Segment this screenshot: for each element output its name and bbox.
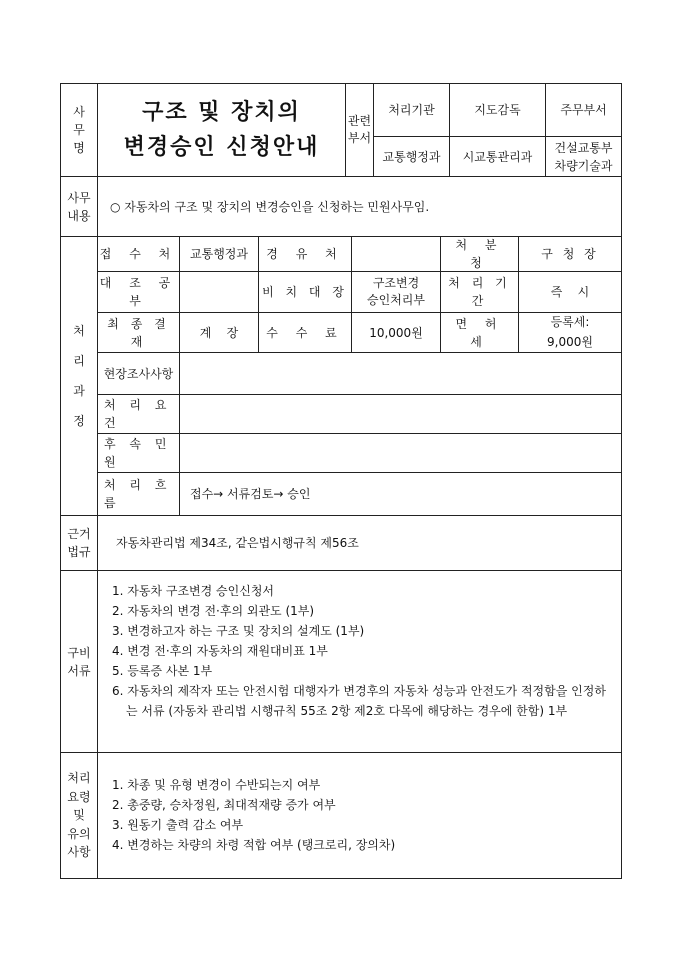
cell-period-value: 즉 시 bbox=[518, 271, 622, 313]
val-processing-agency: 교통행정과 bbox=[373, 136, 450, 177]
cell-approval-value: 계 장 bbox=[179, 312, 259, 353]
document-item: 3. 변경하고자 하는 구조 및 장치의 설계도 (1부) bbox=[112, 624, 365, 638]
site-inspection-label: 현장조사사항 bbox=[97, 352, 180, 395]
site-inspection-value bbox=[179, 352, 622, 395]
cell-license-tax-value: 등록세: 9,000원 bbox=[518, 312, 622, 353]
notes-label: 처리 요령 및 유의 사항 bbox=[60, 752, 98, 879]
documents-label: 구비 서류 bbox=[60, 570, 98, 753]
cell-fee-value: 10,000원 bbox=[351, 312, 441, 353]
cell-reception-label: 접 수 처 bbox=[97, 236, 180, 272]
document-item: 2. 자동차의 변경 전·후의 외관도 (1부) bbox=[112, 604, 315, 618]
notes-list bbox=[97, 752, 622, 879]
note-item: 2. 총중량, 승차정원, 최대적재량 증가 여부 bbox=[112, 798, 336, 812]
requirements-label: 처 리 요 건 bbox=[97, 394, 180, 434]
cell-ledger-value bbox=[179, 271, 259, 313]
content-label: 사무 내용 bbox=[60, 176, 98, 237]
cell-register-value: 구조변경 승인처리부 bbox=[351, 271, 441, 313]
followup-label: 후 속 민 원 bbox=[97, 433, 180, 473]
note-item: 3. 원동기 출력 감소 여부 bbox=[112, 818, 244, 832]
cell-authority-value: 구 청 장 bbox=[518, 236, 622, 272]
page-title bbox=[97, 83, 346, 177]
flow-label: 처 리 흐 름 bbox=[97, 472, 180, 516]
document-item: 1. 자동차 구조변경 승인신청서 bbox=[112, 584, 274, 598]
note-item: 1. 차종 및 유형 변경이 수반되는지 여부 bbox=[112, 778, 321, 792]
cell-register-label: 비 치 대 장 bbox=[258, 271, 352, 313]
document-item: 4. 변경 전·후의 자동차의 재원대비표 1부 bbox=[112, 644, 328, 658]
related-dept-label: 관련 부서 bbox=[345, 83, 374, 177]
process-label: 처 리 과 정 bbox=[60, 236, 98, 516]
label-name: 사 무 명 bbox=[60, 83, 98, 177]
note-item: 4. 변경하는 차량의 차령 적합 여부 (탱크로리, 장의차) bbox=[112, 838, 396, 852]
basis-text: 자동차관리법 제34조, 같은법시행규칙 제56조 bbox=[97, 515, 622, 571]
cell-period-label: 처 리 기 간 bbox=[440, 271, 519, 313]
followup-value bbox=[179, 433, 622, 473]
cell-authority-label: 처 분 청 bbox=[440, 236, 519, 272]
content-text: ○ 자동차의 구조 및 장치의 변경승인을 신청하는 민원사무임. bbox=[97, 176, 622, 237]
title-line-1: 구조 및 장치의 bbox=[142, 99, 301, 125]
title-line-2: 변경승인 신청안내 bbox=[123, 135, 320, 160]
val-main-dept: 건설교통부 차량기술과 bbox=[545, 136, 622, 177]
document-item: 6. 자동차의 제작자 또는 안전시험 대행자가 변경후의 자동차 성능과 안전도가 적정함을 인정하는 서류 (자동차 관리법 시행규칙 55조 2항 제2호 다목에 해당하는 경우에 한함) 1부 bbox=[112, 684, 606, 718]
cell-license-tax-label: 면 허 세 bbox=[440, 312, 519, 353]
document-item: 5. 등록증 사본 1부 bbox=[112, 664, 213, 678]
cell-via-label: 경 유 처 bbox=[258, 236, 352, 272]
cell-ledger-label: 대 조 공 부 bbox=[97, 271, 180, 313]
documents-list bbox=[97, 570, 622, 753]
val-supervision: 시교통관리과 bbox=[449, 136, 546, 177]
cell-approval-label: 최 종 결 재 bbox=[97, 312, 180, 353]
col-processing-agency: 처리기관 bbox=[373, 83, 450, 137]
flow-value: 접수→ 서류검토→ 승인 bbox=[179, 472, 622, 516]
cell-reception-value: 교통행정과 bbox=[179, 236, 259, 272]
requirements-value bbox=[179, 394, 622, 434]
cell-via-value bbox=[351, 236, 441, 272]
col-main-dept: 주무부서 bbox=[545, 83, 622, 137]
col-supervision: 지도감독 bbox=[449, 83, 546, 137]
basis-label: 근거 법규 bbox=[60, 515, 98, 571]
cell-fee-label: 수 수 료 bbox=[258, 312, 352, 353]
